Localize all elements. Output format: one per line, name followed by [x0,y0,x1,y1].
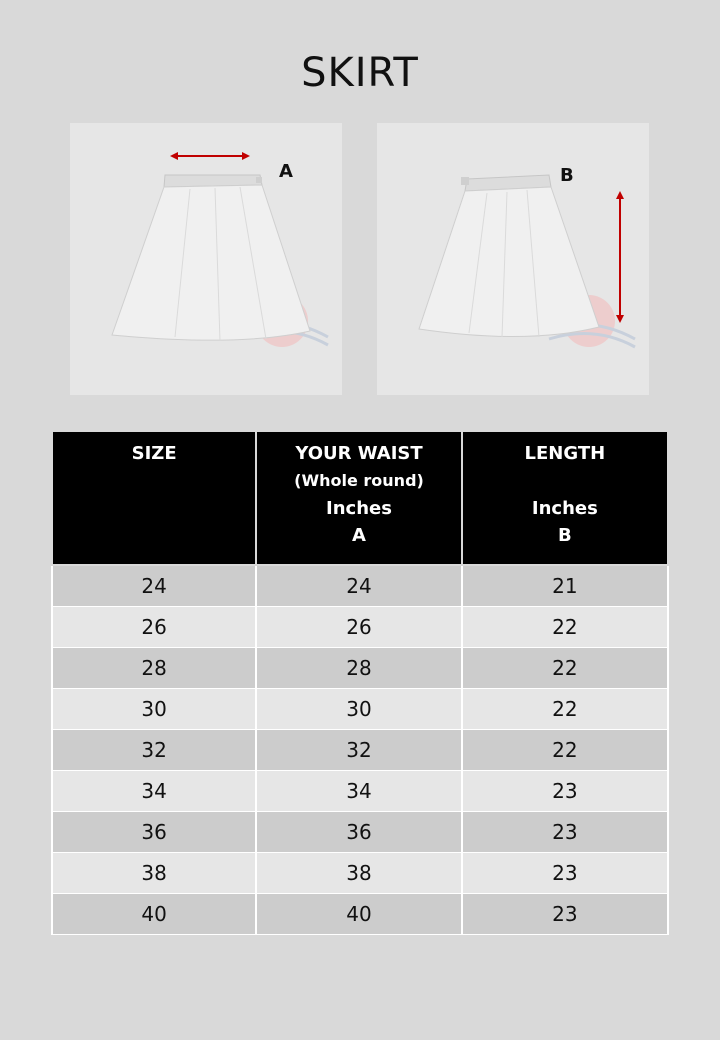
size-cell: 30 [52,689,256,730]
skirt-photo-waist [70,123,342,395]
header-size-label: SIZE [131,443,177,464]
size-cell: 38 [52,853,256,894]
size-cell: 26 [52,607,256,648]
header-size [52,432,256,565]
header-waist-note: (Whole round) [294,471,424,490]
table-row [52,894,668,935]
header-waist-unit: Inches [326,498,392,519]
size-chart-table [51,432,669,935]
waist-cell: 36 [256,812,461,853]
size-cell: 32 [52,730,256,771]
header-length-unit: Inches [531,498,598,519]
table-row [52,730,668,771]
length-cell: 23 [462,771,668,812]
header-waist-marker: A [352,525,366,546]
table-row [52,689,668,730]
header-length-label: LENGTH [524,443,606,464]
length-cell: 22 [462,607,668,648]
length-cell: 22 [462,689,668,730]
skirt-photo-length [377,123,649,395]
length-cell: 22 [462,648,668,689]
skirt-front-illustration [70,123,342,395]
table-row [52,565,668,607]
skirt-side-illustration [377,123,649,395]
waist-cell: 34 [256,771,461,812]
size-cell: 40 [52,894,256,935]
length-cell: 23 [462,894,668,935]
table-row [52,853,668,894]
header-length-marker: B [557,525,572,546]
size-cell: 34 [52,771,256,812]
table-row [52,607,668,648]
header-waist [256,432,461,565]
waist-cell: 24 [256,565,461,607]
header-length-spacer [467,467,663,495]
waist-cell: 30 [256,689,461,730]
table-row [52,771,668,812]
length-cell: 22 [462,730,668,771]
header-length [462,432,668,565]
size-cell: 36 [52,812,256,853]
waist-cell: 40 [256,894,461,935]
measurement-marker-b: B [560,165,574,186]
waist-cell: 28 [256,648,461,689]
table-row [52,648,668,689]
size-cell: 24 [52,565,256,607]
waist-cell: 26 [256,607,461,648]
length-cell: 23 [462,853,668,894]
waist-cell: 32 [256,730,461,771]
length-cell: 23 [462,812,668,853]
header-waist-label: YOUR WAIST [295,443,423,464]
table-row [52,812,668,853]
measurement-marker-a: A [279,161,293,182]
page-title: SKIRT [301,50,419,96]
table-header-row [52,432,668,565]
waist-cell: 38 [256,853,461,894]
length-cell: 21 [462,565,668,607]
size-cell: 28 [52,648,256,689]
